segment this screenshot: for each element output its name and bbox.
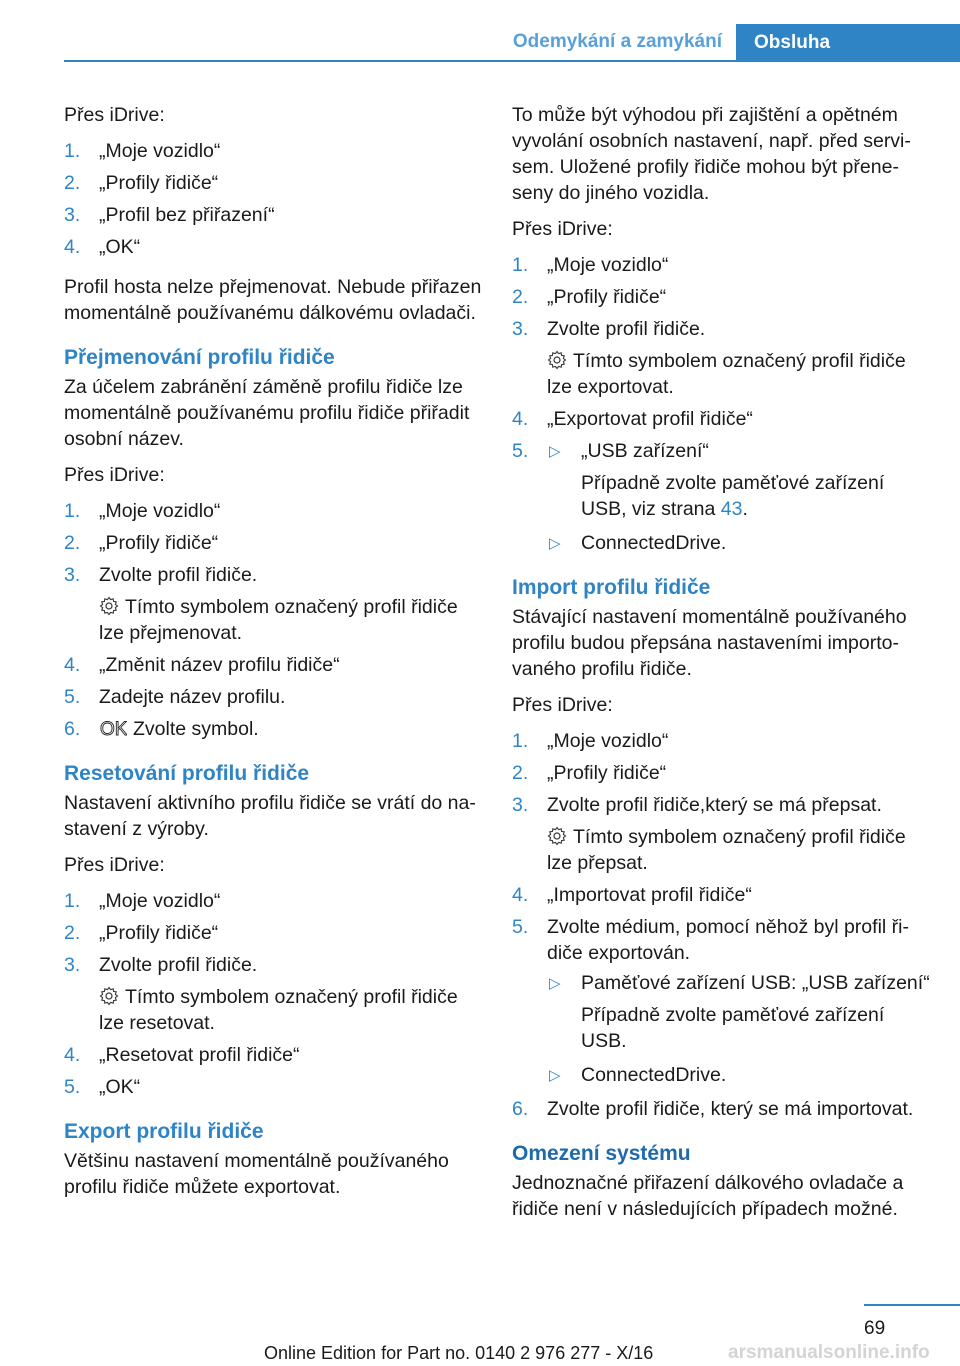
limits-text: Jednoznačné přiřazení dálkového ovladače a řidiče není v následujících případech možné.: [512, 1172, 904, 1220]
header-rule: [64, 60, 960, 62]
import-heading: Import profilu řidiče: [512, 576, 711, 599]
list-item: 4. „Importovat profil řidiče“: [512, 884, 752, 906]
export-continued-text: To může být výhodou při zajištění a opětném vyvolání osobních nastavení, např. před servisem. Uložené profily řidiče mohou být přeneseny do jiného vozidla.: [512, 104, 911, 204]
gear-icon: [99, 986, 119, 1006]
edition-line: Online Edition for Part no. 0140 2 976 277 - X/16: [264, 1343, 654, 1363]
import-via: Přes iDrive:: [512, 694, 613, 716]
list-item: 4. „Resetovat profil řidiče“: [64, 1044, 300, 1066]
usb-note: Případně zvolte paměťové zařízení USB, viz strana 43.: [581, 472, 885, 520]
intro-steps: [64, 138, 482, 260]
list-item: 3. Zvolte profil řidiče. Tímto symbolem označený profil řidiče lze resetovat.: [64, 952, 482, 1036]
reset-symbol-note: Tímto symbolem označený profil řidiče lze resetovat.: [99, 986, 458, 1034]
left-column: [64, 102, 482, 1210]
bullet-item: ▷ Paměťové zařízení USB: „USB zařízení“ Případně zvolte paměťové zařízení USB.: [549, 972, 930, 1052]
header-section-title: Odemykání a zamykání: [512, 31, 722, 52]
list-item: 1. „Moje vozidlo“: [512, 254, 669, 276]
right-column: [512, 102, 930, 1232]
page-reference-link[interactable]: 43: [720, 498, 743, 520]
export-via: Přes iDrive:: [512, 218, 613, 240]
guest-profile-note: Profil hosta nelze přejmenovat. Nebude přiřazen momentálně používanému dálkovému ovladači.: [64, 276, 482, 324]
bullet-triangle-icon: ▷: [549, 975, 561, 992]
usb-note: Případně zvolte paměťové zařízení USB.: [581, 1004, 885, 1052]
export-media-options: [547, 438, 930, 556]
list-item: 5. „OK“: [64, 1076, 141, 1098]
list-item: 2. „Profily řidiče“: [512, 286, 667, 308]
list-item: 1. „Moje vozidlo“: [64, 890, 221, 912]
bullet-triangle-icon: ▷: [549, 1067, 561, 1084]
list-item: 2. „Profily řidiče“: [64, 172, 219, 194]
import-steps: [512, 728, 930, 1122]
export-symbol-note: Tímto symbolem označený profil řidiče lze exportovat.: [547, 350, 906, 398]
bullet-triangle-icon: ▷: [549, 443, 561, 460]
rename-text: Za účelem zabránění záměně profilu řidiče lze momentálně používanému profilu řidiče přiřadit osobní název.: [64, 376, 470, 450]
list-item: 1. „Moje vozidlo“: [512, 730, 669, 752]
bullet-item: ▷ ConnectedDrive.: [547, 530, 930, 556]
running-header: [64, 24, 960, 62]
list-item: 3. Zvolte profil řidiče,který se má přepsat. Tímto symbolem označený profil řidiče lze přepsat.: [512, 792, 930, 876]
gear-icon: [547, 826, 567, 846]
bullet-item: ▷ „USB zařízení“ Případně zvolte paměťové zařízení USB, viz strana 43.: [547, 438, 930, 522]
list-item: 5. ▷ „USB zařízení“ Případně zvolte paměťové zařízení USB, viz strana 43. ▷ ConnectedDrive.: [512, 438, 930, 556]
watermark: arsmanualsonline.info: [728, 1342, 930, 1363]
rename-heading: Přejmenování profilu řidiče: [64, 346, 335, 369]
header-chapter-tab: Obsluha: [736, 24, 960, 62]
list-item: 2. „Profily řidiče“: [64, 532, 219, 554]
export-steps: [512, 252, 930, 556]
list-item: 3. „Profil bez přiřazení“: [64, 204, 275, 226]
bullet-item: ▷ ConnectedDrive.: [547, 1062, 930, 1088]
list-item: 6. Zvolte profil řidiče, který se má importovat.: [512, 1098, 914, 1120]
list-item: 3. Zvolte profil řidiče. Tímto symbolem označený profil řidiče lze přejmenovat.: [64, 562, 482, 646]
list-item: 4. „Exportovat profil řidiče“: [512, 408, 753, 430]
list-item: 5. Zvolte médium, pomocí něhož byl profil řidiče exportován. ▷ Paměťové zařízení USB: „USB zařízení“ Případně zvolte paměťové zařízení USB. ▷ ConnectedDrive.: [512, 914, 930, 1088]
ok-icon: [99, 717, 127, 739]
list-item: 5. Zadejte název profilu.: [64, 686, 286, 708]
list-item: 1. „Moje vozidlo“: [64, 140, 221, 162]
bullet-triangle-icon: ▷: [549, 535, 561, 552]
page-number: 69: [864, 1318, 886, 1339]
gear-icon: [547, 350, 567, 370]
rename-via: Přes iDrive:: [64, 464, 165, 486]
list-item: 4. „OK“: [64, 236, 141, 258]
footer-rule: [864, 1304, 960, 1306]
reset-heading: Resetování profilu řidiče: [64, 762, 310, 785]
gear-icon: [99, 596, 119, 616]
reset-via: Přes iDrive:: [64, 854, 165, 876]
list-item: 6. OK Zvolte symbol.: [64, 718, 259, 740]
list-item: 2. „Profily řidiče“: [64, 922, 219, 944]
svg-text:OK: OK: [100, 719, 127, 739]
rename-steps: [64, 498, 482, 742]
reset-steps: [64, 888, 482, 1100]
limits-heading: Omezení systému: [512, 1142, 691, 1165]
list-item: 1. „Moje vozidlo“: [64, 500, 221, 522]
reset-text: Nastavení aktivního profilu řidiče se vrátí do nastavení z výroby.: [64, 792, 476, 840]
list-item: 3. Zvolte profil řidiče. Tímto symbolem označený profil řidiče lze exportovat.: [512, 316, 930, 400]
rename-symbol-note: Tímto symbolem označený profil řidiče lze přejmenovat.: [99, 596, 458, 644]
import-symbol-note: Tímto symbolem označený profil řidiče lze přepsat.: [547, 826, 906, 874]
list-item: 2. „Profily řidiče“: [512, 762, 667, 784]
list-item: 4. „Změnit název profilu řidiče“: [64, 654, 340, 676]
import-media-options: [547, 970, 930, 1088]
export-text: Většinu nastavení momentálně používaného profilu řidiče můžete exportovat.: [64, 1150, 449, 1198]
export-heading: Export profilu řidiče: [64, 1120, 264, 1143]
import-text: Stávající nastavení momentálně používaného profilu budou přepsána nastaveními importovaného profilu řidiče.: [512, 606, 907, 680]
intro-via: Přes iDrive:: [64, 104, 165, 126]
